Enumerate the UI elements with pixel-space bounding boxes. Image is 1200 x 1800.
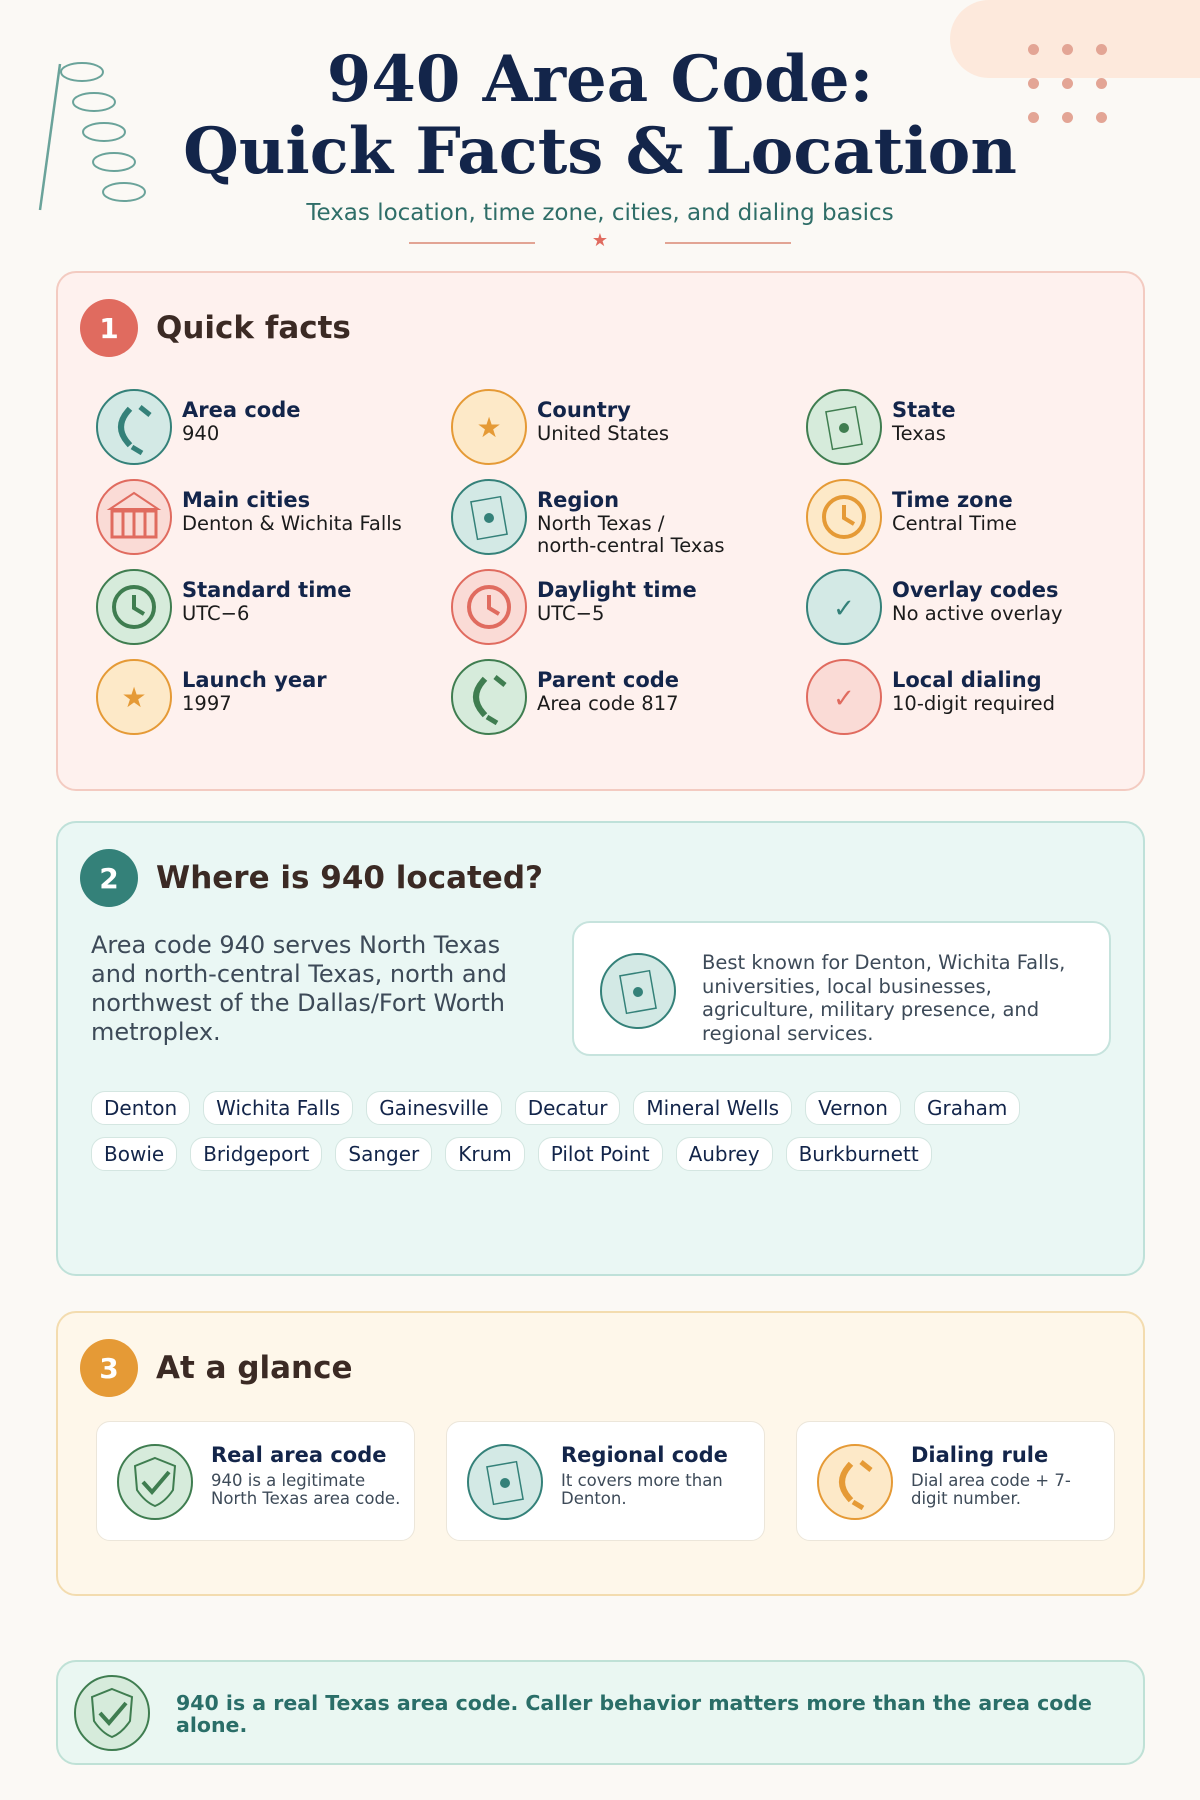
clock-icon — [804, 477, 884, 557]
city-chip: Pilot Point — [538, 1137, 663, 1171]
section-title: At a glance — [156, 1350, 353, 1386]
fact-value: No active overlay — [892, 602, 1063, 625]
location-highlight-card — [572, 921, 1111, 1056]
fact-value: Texas — [892, 422, 946, 445]
quick-facts-panel — [56, 271, 1145, 791]
city-chip: Wichita Falls — [203, 1091, 353, 1125]
glance-label: Dialing rule — [911, 1443, 1049, 1467]
fact-label: Region — [537, 488, 620, 512]
svg-text:✓: ✓ — [833, 684, 855, 714]
fact-value: 10-digit required — [892, 692, 1055, 715]
check-icon — [804, 657, 884, 737]
fact-value: 1997 — [182, 692, 232, 715]
glance-card-regional — [446, 1421, 765, 1541]
fact-label: Local dialing — [892, 668, 1042, 692]
page-header — [0, 44, 1200, 226]
location-panel — [56, 821, 1145, 1276]
fact-label: Area code — [182, 398, 301, 422]
page-title-line1: 940 Area Code: — [326, 42, 874, 117]
map-icon — [465, 1442, 545, 1522]
fact-value: Central Time — [892, 512, 1017, 535]
phone-icon — [815, 1442, 895, 1522]
city-chip: Sanger — [335, 1137, 432, 1171]
glance-card-real — [96, 1421, 415, 1541]
phone-icon — [449, 657, 529, 737]
section-number-badge: 2 — [80, 849, 138, 907]
fact-value: UTC−5 — [537, 602, 605, 625]
fact-label: Parent code — [537, 668, 680, 692]
glance-value: It covers more than Denton. — [561, 1471, 723, 1508]
city-chips — [91, 1091, 1111, 1183]
fact-country — [449, 387, 669, 467]
section-header — [80, 849, 543, 907]
star-icon — [449, 387, 529, 467]
city-chip: Decatur — [515, 1091, 621, 1125]
clock-icon — [449, 567, 529, 647]
title-divider — [0, 232, 1200, 252]
map-icon — [598, 951, 678, 1031]
city-chip: Burkburnett — [786, 1137, 932, 1171]
footer-text: 940 is a real Texas area code. Caller behavior matters more than the area code alone. — [176, 1691, 1092, 1737]
fact-value: United States — [537, 422, 670, 445]
fact-label: Launch year — [182, 668, 327, 692]
section-title: Where is 940 located? — [156, 860, 544, 896]
city-chip: Mineral Wells — [633, 1091, 792, 1125]
check-icon — [804, 567, 884, 647]
fact-overlay-codes — [804, 567, 1063, 647]
location-card-text: Best known for Denton, Wichita Falls, universities, local businesses, agriculture, military presence, and regional services. — [702, 951, 1066, 1045]
clock-icon — [94, 567, 174, 647]
fact-label: Main cities — [182, 488, 311, 512]
page-subtitle: Texas location, time zone, cities, and dialing basics — [306, 200, 894, 226]
svg-text:✓: ✓ — [833, 594, 855, 624]
shield-check-icon — [72, 1673, 152, 1753]
page-title-line2: Quick Facts & Location — [183, 114, 1017, 189]
city-chip: Bridgeport — [190, 1137, 322, 1171]
building-icon — [94, 477, 174, 557]
page-title — [0, 44, 1200, 188]
phone-icon — [94, 387, 174, 467]
fact-parent-code — [449, 657, 679, 737]
glance-card-dialing — [796, 1421, 1115, 1541]
glance-value: Dial area code + 7-digit number. — [911, 1471, 1071, 1508]
glance-label: Real area code — [211, 1443, 387, 1467]
footer-panel — [56, 1660, 1145, 1765]
fact-standard-time — [94, 567, 352, 647]
fact-label: Daylight time — [537, 578, 697, 602]
location-description: Area code 940 serves North Texas and north-central Texas, north and northwest of the Dallas/Fort Worth metroplex. — [91, 931, 508, 1046]
city-chip: Vernon — [805, 1091, 901, 1125]
fact-time-zone — [804, 477, 1017, 557]
star-icon: ★ — [591, 230, 609, 251]
fact-state — [804, 387, 956, 467]
chip-row — [91, 1137, 1111, 1171]
glance-value: 940 is a legitimate North Texas area code. — [211, 1471, 401, 1508]
fact-launch-year — [94, 657, 327, 737]
glance-label: Regional code — [561, 1443, 728, 1467]
map-icon — [449, 477, 529, 557]
fact-label: State — [892, 398, 956, 422]
fact-label: Standard time — [182, 578, 352, 602]
section-header — [80, 1339, 353, 1397]
city-chip: Denton — [91, 1091, 190, 1125]
fact-value: Denton & Wichita Falls — [182, 512, 402, 535]
fact-label: Overlay codes — [892, 578, 1059, 602]
city-chip: Graham — [914, 1091, 1020, 1125]
city-chip: Bowie — [91, 1137, 177, 1171]
fact-value: UTC−6 — [182, 602, 250, 625]
fact-value: Area code 817 — [537, 692, 679, 715]
glance-panel — [56, 1311, 1145, 1596]
section-number-badge: 1 — [80, 299, 138, 357]
fact-daylight-time — [449, 567, 697, 647]
svg-text:★: ★ — [476, 411, 502, 444]
fact-value: North Texas / north-central Texas — [537, 512, 725, 557]
section-header — [80, 299, 351, 357]
fact-label: Time zone — [892, 488, 1013, 512]
fact-value: 940 — [182, 422, 220, 445]
city-chip: Gainesville — [366, 1091, 502, 1125]
section-number-badge: 3 — [80, 1339, 138, 1397]
chip-row — [91, 1091, 1111, 1125]
fact-region — [449, 477, 725, 557]
fact-main-cities — [94, 477, 402, 557]
star-icon — [94, 657, 174, 737]
fact-local-dialing — [804, 657, 1055, 737]
svg-text:★: ★ — [121, 681, 147, 714]
fact-area-code — [94, 387, 300, 467]
city-chip: Aubrey — [676, 1137, 773, 1171]
shield-check-icon — [115, 1442, 195, 1522]
fact-label: Country — [537, 398, 631, 422]
section-title: Quick facts — [156, 310, 351, 346]
map-icon — [804, 387, 884, 467]
city-chip: Krum — [445, 1137, 525, 1171]
